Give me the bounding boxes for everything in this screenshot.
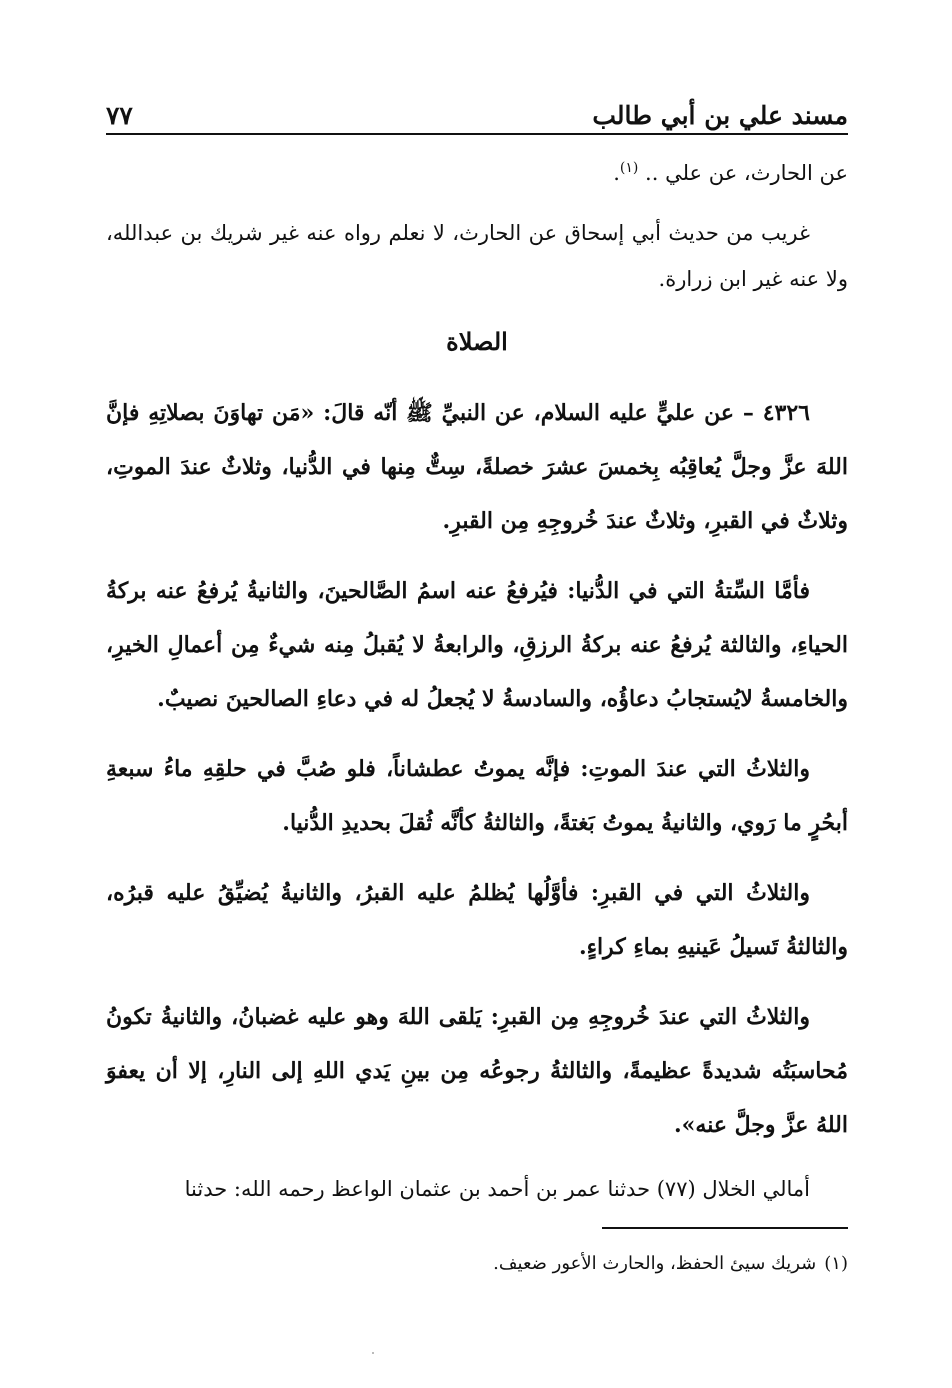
- section-title: الصلاة: [446, 327, 508, 356]
- source-paragraph: أمالي الخلال (٧٧) حدثنا عمر بن أحمد بن عثمان الواعظ رحمه الله: حدثنا: [184, 1177, 810, 1201]
- header-rule: [106, 133, 848, 135]
- running-header: [106, 88, 848, 128]
- hadith-paragraph: فأمَّا السِّتةُ التي في الدُّنيا: فيُرفعُ عنه اسمُ الصَّالحينَ، والثانيةُ يُرفعُ عنه بركةُ الحياءِ، والثالثة يُرفعُ عنه بركةُ الرزقِ، والرابعةُ لا يُقبلُ مِنه شيءٌ مِن أعمالِ الخيرِ، والخامسةُ لايُستجابُ دعاؤُه، والسادسةُ لا يُجعلُ له في دعاءِ الصالحينَ نصيبٌ.: [106, 578, 848, 712]
- hadith-opening-text: – عن عليٍّ عليه السلام، عن النبيِّ ﷺ أنّه قالَ: «مَن تهاوَنَ بصلاتِهِ فإنَّ اللهَ عزَّ وجلَّ يُعاقِبُه بِخمسَ عشرَ خصلةً، سِتٌّ مِنها في الدُّنيا، وثلاثٌ عندَ الموتِ، وثلاثٌ في القبرِ، وثلاثٌ عندَ خُروجِهِ مِن القبرِ.: [106, 400, 848, 534]
- hadith-paragraph: والثلاثُ التي عندَ خُروجِهِ مِن القبرِ: يَلقى اللهَ وهو عليه غضبانُ، والثانيةُ تكونُ مُحاسبَتُه شديدةً عظيمةً، والثالثةُ رجوعُه مِن بينِ يَدي اللهِ إلى النارِ، إلا أن يعفوَ اللهُ عزَّ وجلَّ عنه».: [106, 1004, 848, 1138]
- page-number: ٧٧: [106, 101, 133, 130]
- commentary-paragraph: غريب من حديث أبي إسحاق عن الحارث، لا نعلم رواه عنه غير شريك بن عبدالله، ولا عنه غير ابن زرارة.: [106, 221, 848, 291]
- hadith-opening: [106, 386, 848, 548]
- scan-speck: [372, 1352, 374, 1354]
- intro-paragraph: [106, 150, 848, 196]
- header-title: مسند علي بن أبي طالب: [592, 101, 848, 130]
- footnote-reference[interactable]: (١): [619, 160, 639, 176]
- hadith-number: ٤٣٢٦: [762, 400, 810, 426]
- hadith-block: [106, 386, 848, 1152]
- footnote-mark: (١): [824, 1253, 848, 1274]
- hadith-paragraph: والثلاثُ التي في القبرِ: فأوَّلُها يُظلمُ عليه القبرُ، والثانيةُ يُضيِّقُ عليه قبرُه، والثالثةُ تَسيلُ عَينيهِ بماءِ كراءٍ.: [106, 880, 848, 960]
- intro-text: عن الحارث، عن علي ..: [638, 161, 848, 185]
- footnote: [106, 1248, 848, 1280]
- hadith-paragraph: والثلاثُ التي عندَ الموتِ: فإنَّه يموتُ عطشاناً، فلو صُبَّ في حلقِهِ ماءُ سبعةِ أبحُرٍ ما رَوي، والثانيةُ يموتُ بَغتةً، والثالثةُ كأنَّه ثُقلَ بحديدِ الدُّنيا.: [106, 756, 848, 836]
- intro-tail: .: [613, 161, 620, 185]
- main-text: [106, 150, 848, 1212]
- footnote-text: شريك سيئ الحفظ، والحارث الأعور ضعيف.: [493, 1253, 817, 1274]
- footnote-rule: [602, 1227, 848, 1229]
